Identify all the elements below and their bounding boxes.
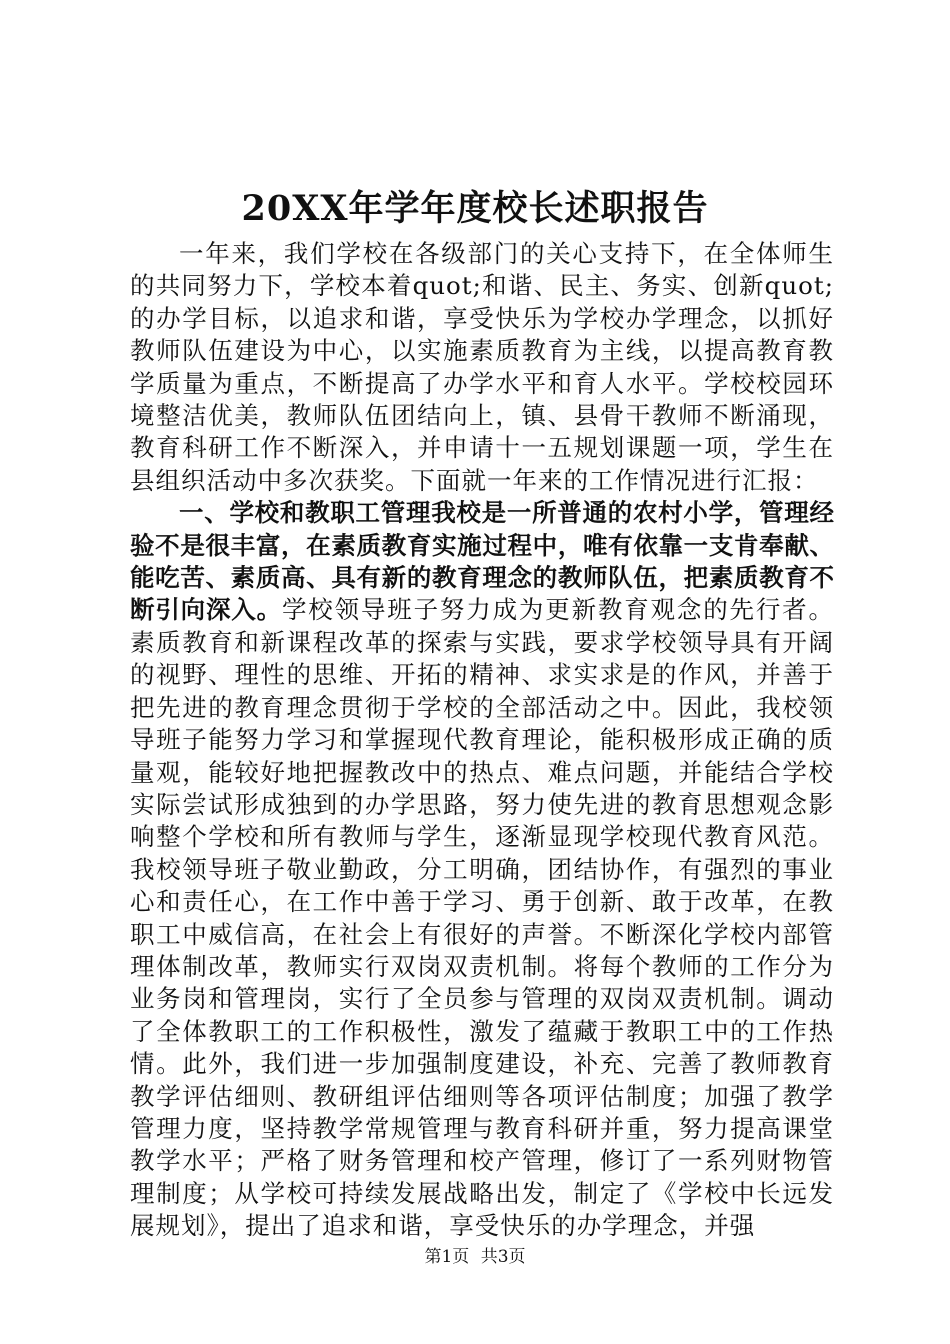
- document-title: 20XX年学年度校长述职报告: [241, 188, 709, 229]
- page-number: 第1页: [424, 1247, 470, 1267]
- document-body: [130, 238, 834, 1243]
- section-1-body: 学校领导班子努力成为更新教育观念的先行者。素质教育和新课程改革的探索与实践，要求学校领导具有开阔的视野、理性的思维、开拓的精神、求实求是的作风，并善于把先进的教育理念贯彻于学校的全部活动之中。因此，我校领导班子能努力学习和掌握现代教育理论，能积极形成正确的质量观，能较好地把握教改中的热点、难点问题，并能结合学校实际尝试形成独到的办学思路，努力使先进的教育思想观念影响整个学校和所有教师与学生，逐渐显现学校现代教育风范。我校领导班子敬业勤政，分工明确，团结协作，有强烈的事业心和责任心，在工作中善于学习、勇于创新、敢于改革，在教职工中威信高，在社会上有很好的声誉。不断深化学校内部管理体制改革，教师实行双岗双责机制。将每个教师的工作分为业务岗和管理岗，实行了全员参与管理的双岗双责机制。调动了全体教职工的工作积极性，激发了蕴藏于教职工中的工作热情。此外，我们进一步加强制度建设，补充、完善了教师教育教学评估细则、教研组评估细则等各项评估制度；加强了教学管理力度，坚持教学常规管理与教育科研并重，努力提高课堂教学水平；严格了财务管理和校产管理，修订了一系列财物管理制度；从学校可持续发展战略出发，制定了《学校中长远发展规划》，提出了追求和谐，享受快乐的办学理念，并强: [130, 595, 835, 1241]
- page-total: 共3页: [480, 1247, 526, 1267]
- intro-paragraph: 一年来，我们学校在各级部门的关心支持下，在全体师生的共同努力下，学校本着quot;和谐、民主、务实、创新quot;的办学目标，以追求和谐，享受快乐为学校办学理念，以抓好教师队伍建设为中心，以实施素质教育为主线，以提高教育教学质量为重点，不断提高了办学水平和育人水平。学校校园环境整洁优美，教师队伍团结向上，镇、县骨干教师不断涌现，教育科研工作不断深入，并申请十一五规划课题一项，学生在县组织活动中多次获奖。下面就一年来的工作情况进行汇报：: [130, 239, 834, 495]
- section-1-heading: 一、学校和教职工管理我校是一所普通的农村小学，管理经验不是很丰富，在素质教育实施过程中，唯有依靠一支肯奉献、能吃苦、素质高、具有新的教育理念的教师队伍，把素质教育不断引向深入。: [130, 498, 834, 625]
- section-1-paragraph: [130, 497, 834, 1242]
- page-footer: [0, 1246, 950, 1268]
